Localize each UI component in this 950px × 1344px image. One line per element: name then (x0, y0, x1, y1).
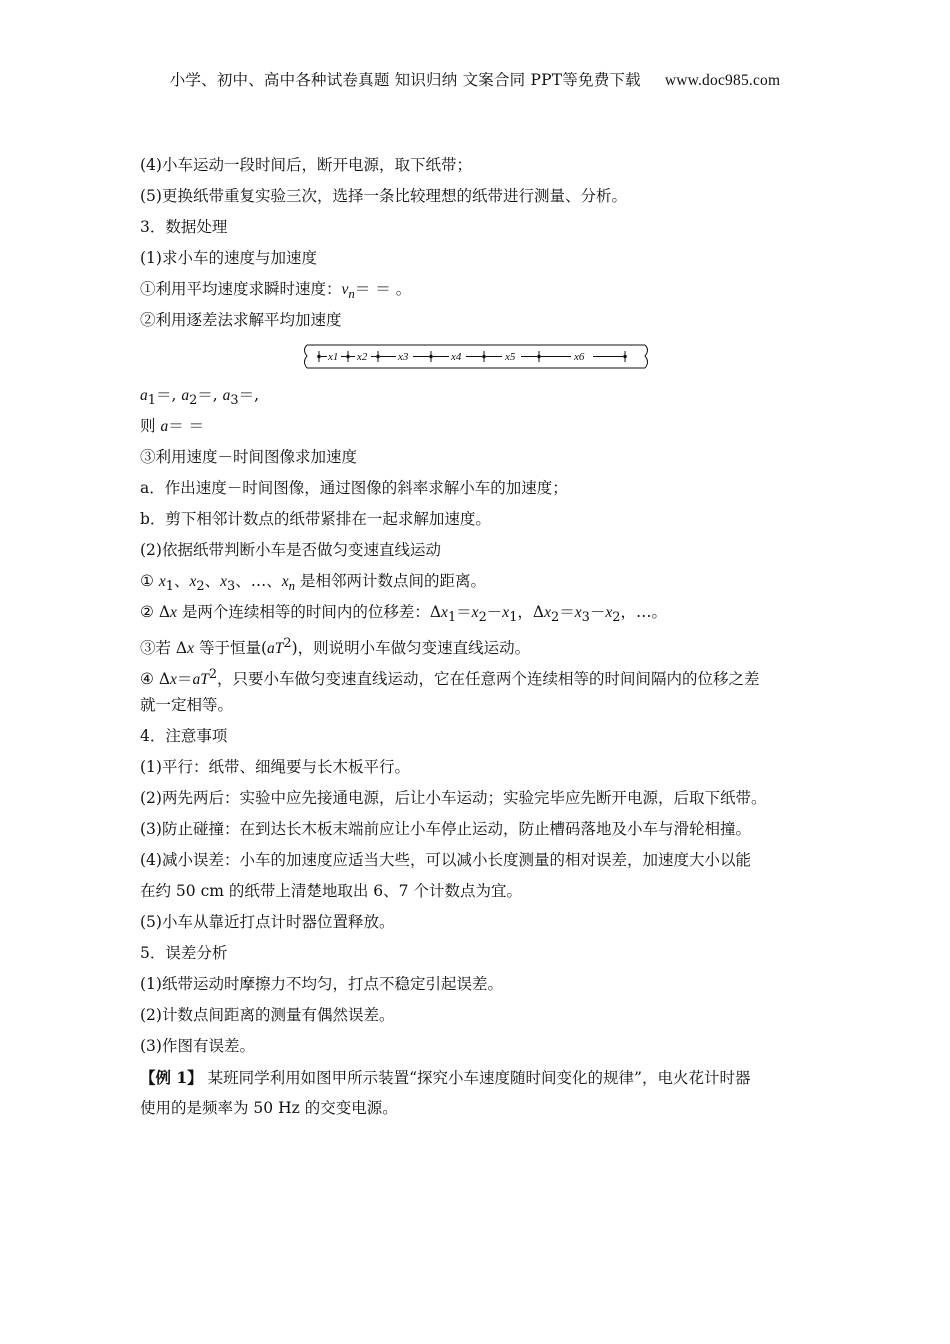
text: ①利用平均速度求瞬时速度： (140, 280, 342, 298)
note-4: (4)减小误差：小车的加速度应适当大些，可以减小长度测量的相对误差，加速度大小以能 (140, 851, 751, 869)
note-2: (2)两先两后：实验中应先接通电源，后让小车运动；实验完毕应先断开电源，后取下纸带。 (140, 789, 767, 807)
text: ，只要小车做匀变速直线运动，它在任意两个连续相等的时间间隔内的位移之差 (217, 670, 760, 689)
section-4-title: 4．注意事项 (140, 727, 228, 745)
text: ＝ (176, 670, 193, 689)
error-2: (2)计数点间距离的测量有偶然误差。 (140, 1006, 395, 1024)
text: ＝ (456, 603, 472, 621)
text: ③若 Δ (140, 639, 188, 658)
subscript: 1 (509, 610, 518, 626)
text: ，…。 (620, 603, 667, 621)
text: 是两个连续相等的时间内的位移差：Δ (176, 603, 442, 621)
superscript: 2 (283, 636, 292, 651)
text: 、…、 (235, 572, 282, 590)
symbol-x: x (441, 604, 448, 621)
text: 、 (173, 572, 190, 590)
symbol-x: x (281, 573, 289, 590)
text: 是相邻两计数点间的距离。 (295, 572, 486, 590)
criterion-4-cont: 就一定相等。 (140, 696, 234, 714)
tape-label-x3: x3 (398, 351, 409, 363)
section-3-title: 3．数据处理 (140, 218, 228, 236)
section-3-sub-1: (1)求小车的速度与加速度 (140, 249, 317, 267)
subscript: n (288, 578, 296, 594)
text: ① (140, 572, 159, 590)
text: ，Δ (517, 603, 545, 621)
a-average-line (140, 411, 812, 442)
symbol-x: x (170, 671, 177, 689)
symbol-a: a (222, 387, 231, 404)
example-1 (140, 1062, 812, 1093)
symbol-x: x (189, 573, 197, 590)
symbol-a: a (160, 418, 169, 435)
instant-velocity-line (140, 274, 812, 305)
note-1: (1)平行：纸带、细绳要与长木板平行。 (140, 758, 410, 776)
step-4: (4)小车运动一段时间后，断开电源，取下纸带； (140, 156, 472, 174)
text: 等于恒量( (194, 639, 267, 658)
text: ＝ (559, 603, 575, 621)
text: ＝, (155, 386, 182, 404)
error-3: (3)作图有误差。 (140, 1037, 255, 1055)
text: ＝, (238, 386, 260, 404)
criterion-4 (140, 659, 812, 690)
criterion-2 (140, 597, 812, 628)
symbol-x: x (544, 604, 551, 621)
symbol-x: x (220, 573, 227, 590)
section-3-sub-2: (2)依据纸带判断小车是否做匀变速直线运动 (140, 541, 441, 559)
symbol-x: x (574, 604, 582, 621)
criterion-1 (140, 566, 812, 597)
text: ＝ ＝ (168, 417, 205, 435)
symbol-x: x (170, 604, 177, 621)
symbol-a: a (181, 387, 190, 404)
error-1: (1)纸带运动时摩擦力不均匀，打点不稳定引起误差。 (140, 975, 503, 993)
example-tag: 【例 1】 (140, 1068, 203, 1087)
note-5: (5)小车从靠近打点计时器位置释放。 (140, 913, 395, 931)
example-1-cont: 使用的是频率为 50 Hz 的交变电源。 (140, 1099, 398, 1117)
symbol-a: a (140, 387, 148, 404)
symbol-aT: aT (267, 640, 284, 658)
note-3: (3)防止碰撞：在到达长木板末端前应让小车停止运动，防止槽码落地及小车与滑轮相撞。 (140, 820, 751, 838)
section-5-title: 5．误差分析 (140, 944, 228, 962)
subscript: 3 (230, 393, 239, 409)
example-text: 某班同学利用如图甲所示装置“探究小车速度随时间变化的规律”，电火花计时器 (202, 1069, 751, 1087)
text: 、 (204, 572, 221, 590)
header-title: 小学、初中、高中各种试卷真题 知识归纳 文案合同 PPT等免费下载 (169, 71, 641, 89)
tape-label-x6: x6 (574, 351, 585, 363)
a-values-line (140, 380, 812, 411)
tape-label-x1: x1 (328, 351, 339, 363)
symbol-x: x (471, 604, 479, 621)
paper-tape-diagram (301, 341, 651, 371)
successive-difference-line: ②利用逐差法求解平均加速度 (140, 311, 342, 329)
subscript: 2 (612, 610, 621, 626)
subscript: 2 (189, 393, 198, 409)
subscript: 3 (226, 579, 236, 595)
header-url[interactable]: www.doc985.com (664, 72, 781, 89)
tape-label-x2: x2 (357, 351, 368, 363)
subscript: 3 (581, 610, 590, 626)
subscript: 2 (478, 610, 487, 626)
symbol-aT: aT (192, 671, 209, 689)
vt-graph-method-a: a．作出速度－时间图像，通过图像的斜率求解小车的加速度； (140, 479, 568, 497)
text: ＝, (197, 386, 223, 404)
symbol-x: x (502, 604, 510, 621)
vt-graph-method-b: b．剪下相邻计数点的纸带紧排在一起求解加速度。 (140, 510, 491, 528)
subscript-n: n (348, 286, 355, 302)
symbol-v: v (341, 281, 349, 298)
subscript: 1 (447, 610, 457, 626)
tape-label-x4: x4 (451, 351, 462, 363)
criterion-3 (140, 628, 812, 659)
text: － (589, 603, 606, 621)
superscript: 2 (208, 667, 218, 682)
subscript: 2 (196, 579, 205, 595)
symbol-x: x (187, 640, 195, 658)
note-4-cont: 在约 50 cm 的纸带上清楚地取出 6、7 个计数点为宜。 (140, 882, 522, 900)
page-header (0, 68, 950, 90)
step-5: (5)更换纸带重复实验三次，选择一条比较理想的纸带进行测量、分析。 (140, 187, 627, 205)
subscript: 2 (551, 610, 560, 626)
text: 则 (140, 417, 161, 435)
tape-label-x5: x5 (505, 351, 516, 363)
text: ④ Δ (140, 670, 171, 689)
subscript: 1 (165, 579, 174, 595)
vt-graph-method: ③利用速度－时间图像求加速度 (140, 448, 358, 466)
text: ② Δ (140, 603, 171, 621)
text: )，则说明小车做匀变速直线运动。 (291, 639, 531, 658)
symbol-x: x (605, 604, 613, 621)
symbol-x: x (158, 573, 166, 590)
document-body (140, 150, 812, 1124)
text: － (486, 603, 503, 621)
paper-tape-figure (140, 336, 812, 376)
text: ＝ ＝ 。 (354, 280, 412, 298)
subscript: 1 (147, 393, 156, 409)
